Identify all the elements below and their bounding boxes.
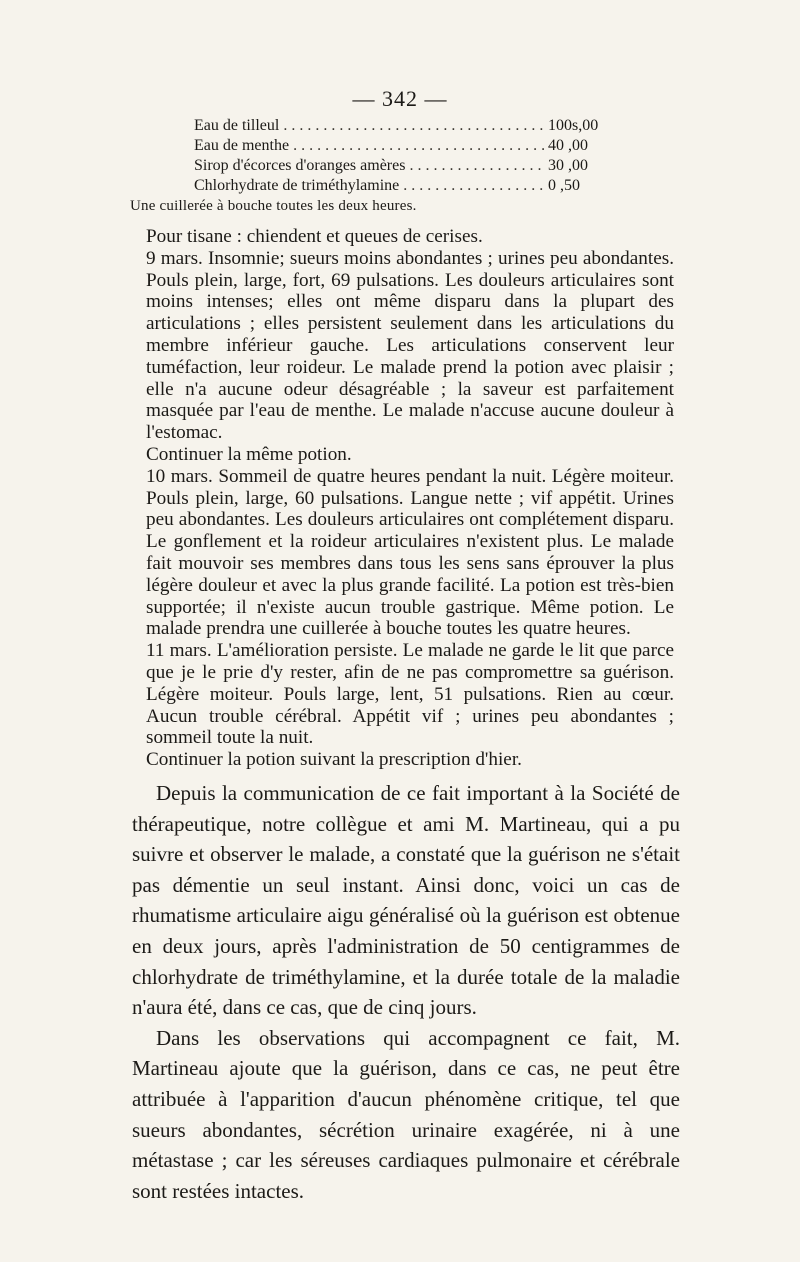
clinical-note: 9 mars. Insomnie; sueurs moins abondantes ; urines peu abondantes. Pouls plein, large, fort, 69 pulsations. Les douleurs articulaires sont moins intenses; elles ont même disparu dans la plupart des articulations ; elles persistent seulement dans les articulations du membre inférieur gauche. Les articulations conservent leur tuméfaction, leur roideur. Le malade prend la potion avec plaisir ; elle n'a aucune odeur désagréable ; la saveur est parfaitement masquée par l'eau de menthe. Le malade n'accuse aucune douleur à l'estomac. <box>146 247 674 444</box>
ingredient-name: Eau de tilleul <box>194 117 280 134</box>
paragraph: Dans les observations qui accompagnent ce fait, M. Martineau ajoute que la guérison, dans ce cas, ne peut être attribuée à l'apparition d'aucun phénomène critique, tel que sueurs abondantes, sécrétion urinaire exagérée, ni à une métastase ; car les séreuses cardiaques pulmonaire et cérébrale sont restées intactes. <box>132 1025 680 1203</box>
ingredient-quantity: 30 ,00 <box>548 157 588 174</box>
ingredient-quantity: 0 ,50 <box>548 177 580 194</box>
clinical-note: 10 mars. Sommeil de quatre heures pendant la nuit. Légère moiteur. Pouls plein, large, 60 pulsations. Langue nette ; vif appétit. Urines peu abondantes. Les douleurs articulaires ont complétement disparu. Le gonflement et la roideur articulaires n'existent plus. Le malade fait mouvoir ses membres dans tous les sens sans éprouver la plus légère douleur et avec la plus grande facilité. La potion est très-bien supportée; il n'existe aucun trouble gastrique. Même potion. Le malade prendra une cuillerée à bouche toutes les quatre heures. <box>146 465 674 640</box>
clinical-notes <box>146 226 674 771</box>
leader-dots <box>403 176 544 196</box>
ingredient-quantity: 100s,00 <box>548 117 599 134</box>
leader-dots <box>283 116 544 136</box>
leader-dots <box>409 156 544 176</box>
clinical-note: 11 mars. L'amélioration persiste. Le malade ne garde le lit que parce que je le prie d'y rester, afin de ne pas compromettre sa guérison. Légère moiteur. Pouls large, lent, 51 pulsations. Rien au cœur. Aucun trouble cérébral. Appétit vif ; urines peu abondantes ; sommeil toute la nuit. <box>146 640 674 749</box>
prescription-line <box>194 136 624 156</box>
commentary <box>132 778 680 1206</box>
leader-dots <box>293 136 544 156</box>
clinical-note: Pour tisane : chiendent et queues de cerises. <box>146 226 483 247</box>
ingredient-name: Eau de menthe <box>194 137 290 154</box>
prescription-line <box>194 116 624 136</box>
prescription-formula <box>130 116 624 216</box>
prescription-line <box>194 156 624 176</box>
ingredient-quantity: 40 ,00 <box>548 137 588 154</box>
ingredient-name: Chlorhydrate de triméthylamine <box>194 177 400 194</box>
prescription-line <box>194 176 624 196</box>
paragraph: Depuis la communication de ce fait important à la Société de thérapeutique, notre collègue et ami M. Martineau, qui a pu suivre et observer le malade, a constaté que la guérison ne s'était pas démentie un seul instant. Ainsi donc, voici un cas de rhumatisme articulaire aigu généralisé où la guérison est obtenue en deux jours, après l'administration de 50 centigrammes de chlorhydrate de triméthylamine, et la durée totale de la maladie n'aura été, dans ce cas, que de cinq jours. <box>132 781 680 1020</box>
clinical-note: Continuer la même potion. <box>146 443 352 465</box>
ingredient-name: Sirop d'écorces d'oranges amères <box>194 157 406 174</box>
page-number: — 342 — <box>352 86 448 111</box>
dosage-instruction: Une cuillerée à bouche toutes les deux heures. <box>130 198 417 214</box>
clinical-note: Continuer la potion suivant la prescription d'hier. <box>146 749 522 771</box>
